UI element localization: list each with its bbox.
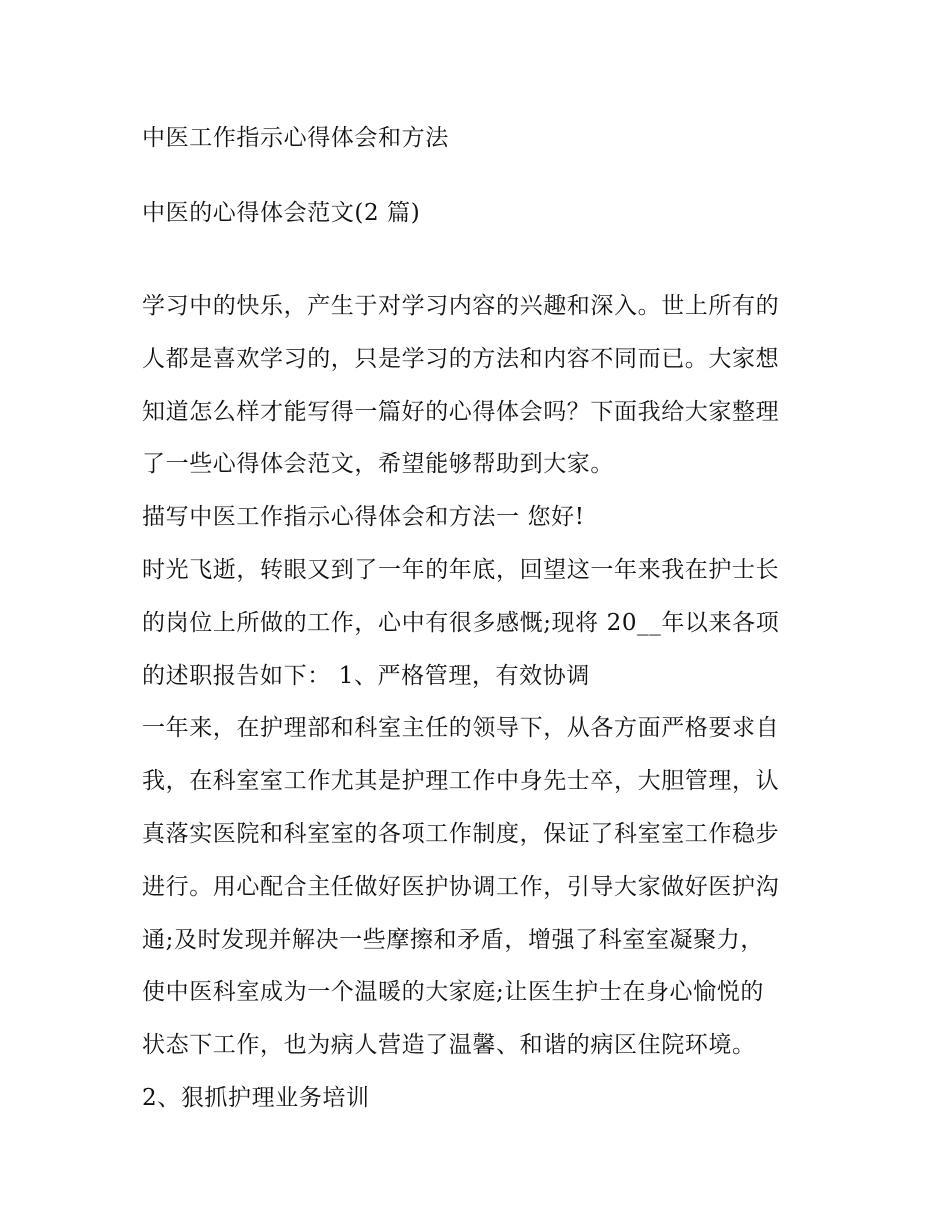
body-line: 时光飞逝，转眼又到了一年的年底，回望这一年来我在护士长: [142, 556, 780, 583]
body-line: 学习中的快乐，产生于对学习内容的兴趣和深入。世上所有的: [142, 293, 780, 319]
body-line: 状态下工作，也为病人营造了温馨、和谐的病区住院环境。: [142, 1032, 756, 1059]
body-line: 的岗位上所做的工作，心中有很多感慨;现将 20__年以来各项: [142, 609, 780, 636]
body-line: 了一些心得体会范文，希望能够帮助到大家。: [142, 451, 614, 478]
document-body: [142, 280, 822, 1125]
document-title: [142, 112, 842, 262]
title-line-1: 中医工作指示心得体会和方法: [142, 125, 449, 151]
section-heading: 描写中医工作指示心得体会和方法一 您好!: [142, 504, 585, 531]
body-line: 人都是喜欢学习的，只是学习的方法和内容不同而已。大家想: [142, 345, 780, 372]
body-line: 真落实医院和科室室的各项工作制度，保证了科室室工作稳步: [142, 820, 780, 847]
body-line: 知道怎么样才能写得一篇好的心得体会吗？下面我给大家整理: [142, 398, 780, 425]
body-line: 使中医科室成为一个温暖的大家庭;让医生护士在身心愉悦的: [142, 979, 764, 1006]
body-line: 一年来，在护理部和科室主任的领导下，从各方面严格要求自: [142, 715, 780, 742]
section-heading: 2、狠抓护理业务培训: [142, 1084, 370, 1111]
title-line-2: 中医的心得体会范文(2 篇): [142, 200, 421, 226]
body-line: 进行。用心配合主任做好医护协调工作，引导大家做好医护沟: [142, 873, 780, 900]
body-line: 通;及时发现并解决一些摩擦和矛盾，增强了科室室凝聚力，: [142, 926, 764, 953]
body-line: 的述职报告如下： 1、严格管理，有效协调: [142, 662, 590, 689]
body-line: 我，在科室室工作尤其是护理工作中身先士卒，大胆管理，认: [142, 768, 780, 795]
